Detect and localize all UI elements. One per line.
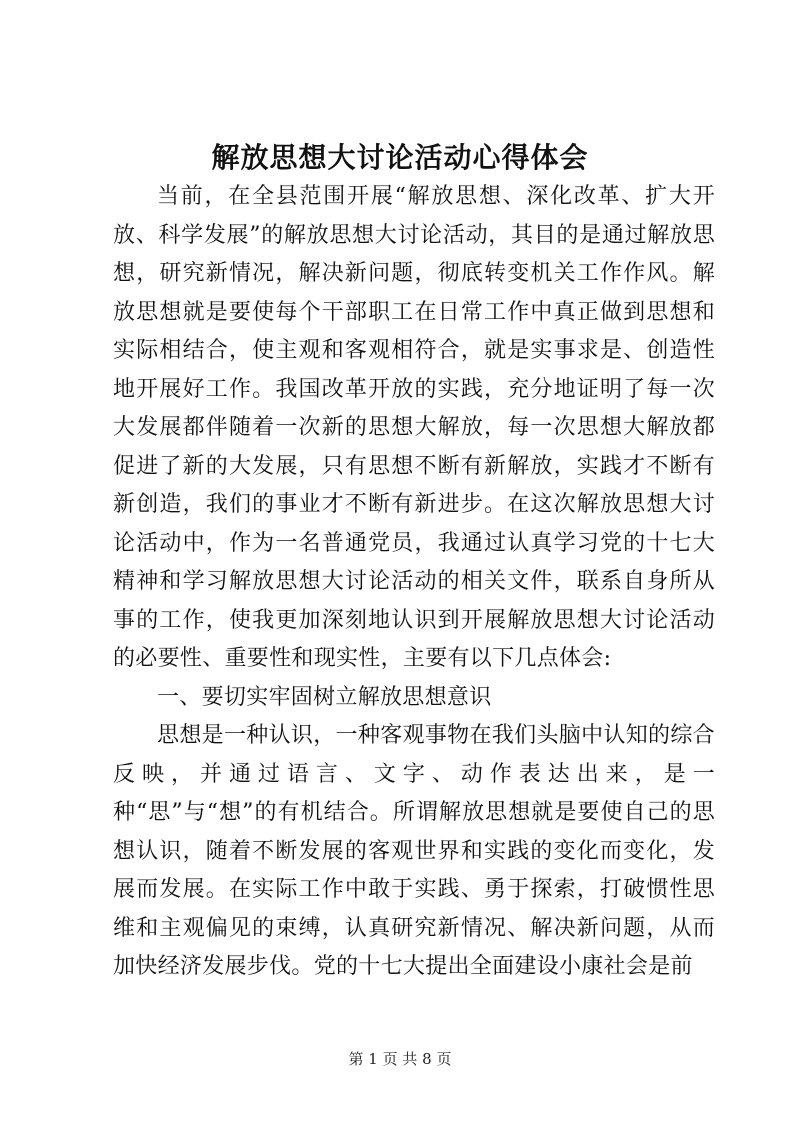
document-title: 解放思想大讨论活动心得体会 bbox=[211, 141, 589, 174]
section-heading-1: 一、要切实牢固树立解放思想意识 bbox=[157, 684, 492, 710]
paragraph-section-1: 思想是一种认识，一种客观事物在我们头脑中认知的综合反映，并通过语言、文字、动作表达出来，是一种“思”与“想”的有机结合。所谓解放思想就是要使自己的思想认识，随着不断发展的客观世界和实践的变化而变化，发展而发展。在实际工作中敢于实践、勇于探索，打破惯性思维和主观偏见的束缚，认真研究新情况、解决新问题，从而加快经济发展步伐。党的十七大提出全面建设小康社会是前 bbox=[113, 723, 715, 979]
page-footer: 第 1 页 共 8 页 bbox=[348, 1050, 452, 1068]
paragraph-intro: 当前，在全县范围开展“解放思想、深化改革、扩大开放、科学发展”的解放思想大讨论活动，其目的是通过解放思想，研究新情况，解决新问题，彻底转变机关工作作风。解放思想就是要使每个干部职工在日常工作中真正做到思想和实际相结合，使主观和客观相符合，就是实事求是、创造性地开展好工作。我国改革开放的实践，充分地证明了每一次大发展都伴随着一次新的思想大解放，每一次思想大解放都促进了新的大发展，只有思想不断有新解放，实践才不断有新创造，我们的事业才不断有新进步。在这次解放思想大讨论活动中，作为一名普通党员，我通过认真学习党的十七大精神和学习解放思想大讨论活动的相关文件，联系自身所从事的工作，使我更加深刻地认识到开展解放思想大讨论活动的必要性、重要性和现实性，主要有以下几点体会: bbox=[113, 184, 715, 671]
document-body bbox=[113, 178, 715, 987]
